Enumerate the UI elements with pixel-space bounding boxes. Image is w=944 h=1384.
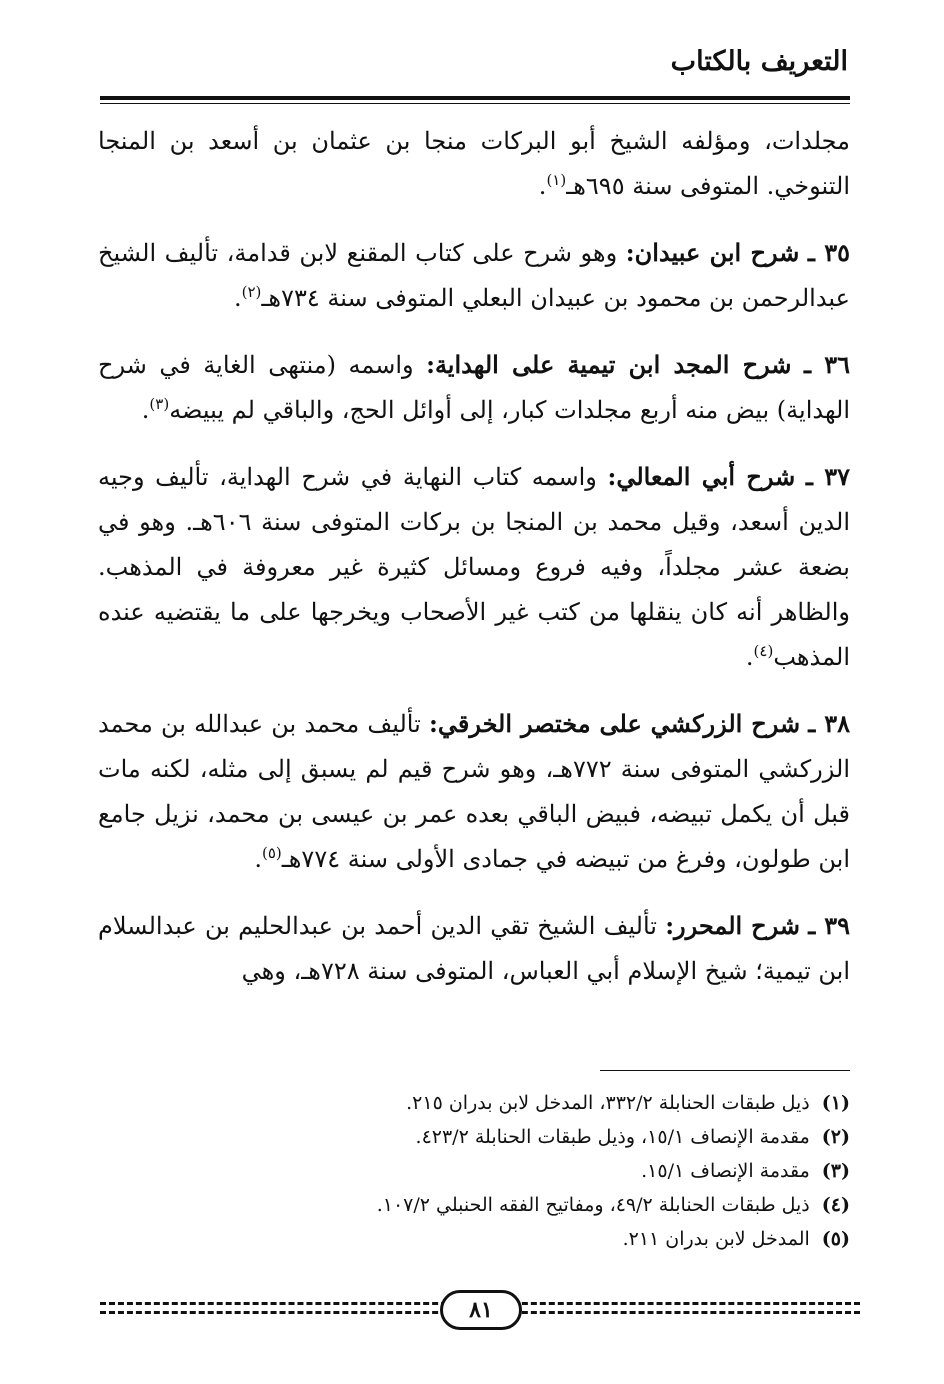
paragraph-entry-37 [98, 454, 850, 680]
footnote-item [90, 1222, 850, 1256]
entry-number: ٣٥ ـ [807, 238, 850, 267]
footnote-ref: (٢) [241, 283, 262, 301]
paragraph-entry-36 [98, 342, 850, 433]
entry-text: واسمه كتاب النهاية في شرح الهداية، تأليف وجيه الدين أسعد، وقيل محمد بن المنجا بن بركات المتوفى سنة ٦٠٦هـ. وهو في بضعة عشر مجلداً، وفيه فروع ومسائل كثيرة غير معروفة في المذهب. والظاهر أنه كان ينقلها من كتب غير الأصحاب ويخرجها على ما يقتضيه عنده المذهب [98, 463, 850, 671]
entry-number: ٣٦ ـ [803, 350, 850, 379]
footnote-text: ذيل طبقات الحنابلة ٣٣٢/٢، المدخل لابن بدران ٢١٥. [406, 1092, 810, 1114]
footnote-item [90, 1154, 850, 1188]
entry-text: وهو شرح على كتاب المقنع لابن قدامة، تأليف الشيخ عبدالرحمن بن محمود بن عبيدان البعلي المتوفى سنة ٧٣٤هـ [98, 239, 850, 312]
paragraph-entry-38 [98, 701, 850, 882]
entry-number: ٣٩ ـ [808, 911, 850, 940]
footnote-number: (٤) [821, 1194, 850, 1216]
entry-text: تأليف محمد بن عبدالله بن محمد الزركشي المتوفى سنة ٧٧٢هـ، وهو شرح قيم لم يسبق إلى مثله، لكنه مات قبل أن يكمل تبيضه، فبيض الباقي بعده عمر بن عيسى بن محمد، نزيل جامع ابن طولون، وفرغ من تبيضه في جمادى الأولى سنة ٧٧٤هـ [98, 710, 850, 873]
footnote-number: (٥) [821, 1228, 850, 1250]
footnote-item [90, 1120, 850, 1154]
footnote-ref: (١) [546, 171, 567, 189]
paragraph-continuation [98, 118, 850, 209]
footnote-ref: (٥) [261, 844, 282, 862]
footnote-number: (٣) [821, 1160, 850, 1182]
entry-heading: شرح أبي المعالي: [607, 462, 796, 491]
entry-end: . [745, 643, 754, 671]
page-number: ٨١ [440, 1290, 522, 1330]
footnotes [90, 1086, 850, 1256]
footnote-item [90, 1188, 850, 1222]
footnote-ref: (٣) [149, 395, 170, 413]
footnote-text: مقدمة الإنصاف ١٥/١. [641, 1160, 810, 1182]
footnote-number: (٢) [821, 1126, 850, 1148]
entry-number: ٣٨ ـ [808, 709, 850, 738]
entry-heading: شرح المحرر: [665, 911, 801, 940]
entry-end: . [538, 172, 547, 200]
entry-heading: شرح ابن عبيدان: [625, 238, 800, 267]
footnote-separator [600, 1070, 850, 1071]
footnote-number: (١) [821, 1092, 850, 1114]
running-header-title: التعريف بالكتاب [670, 46, 848, 77]
entry-number: ٣٧ ـ [805, 462, 851, 491]
footnote-text: مقدمة الإنصاف ١٥/١، وذيل طبقات الحنابلة ٤٢٣/٢. [415, 1126, 810, 1148]
entry-text: تأليف الشيخ تقي الدين أحمد بن عبدالحليم بن عبدالسلام ابن تيمية؛ شيخ الإسلام أبي العباس، المتوفى سنة ٧٢٨هـ، وهي [98, 912, 850, 985]
footnote-ref: (٤) [753, 642, 774, 660]
entry-heading: شرح الزركشي على مختصر الخرقي: [428, 709, 801, 738]
footnote-item [90, 1086, 850, 1120]
footnote-text: المدخل لابن بدران ٢١١. [622, 1228, 810, 1250]
entry-text: واسمه (منتهى الغاية في شرح الهداية) بيض منه أربع مجلدات كبار، إلى أوائل الحج، والباقي لم يبيضه [98, 351, 850, 424]
paragraph-entry-39 [98, 903, 850, 994]
entry-end: . [254, 845, 262, 873]
entry-end: . [233, 284, 242, 312]
entry-text: مجلدات، ومؤلفه الشيخ أبو البركات منجا بن عثمان بن أسعد بن المنجا التنوخي. المتوفى سنة ٦٩٥هـ [98, 127, 850, 200]
page-footer [100, 1290, 860, 1330]
footnote-text: ذيل طبقات الحنابلة ٤٩/٢، ومفاتيح الفقه الحنبلي ١٠٧/٢. [376, 1194, 810, 1216]
paragraph-entry-35 [98, 230, 850, 321]
entry-end: . [141, 396, 150, 424]
header-rule-thin [100, 103, 850, 104]
body-text [98, 118, 850, 994]
entry-heading: شرح المجد ابن تيمية على الهداية: [426, 350, 792, 379]
header-rule [100, 96, 850, 100]
